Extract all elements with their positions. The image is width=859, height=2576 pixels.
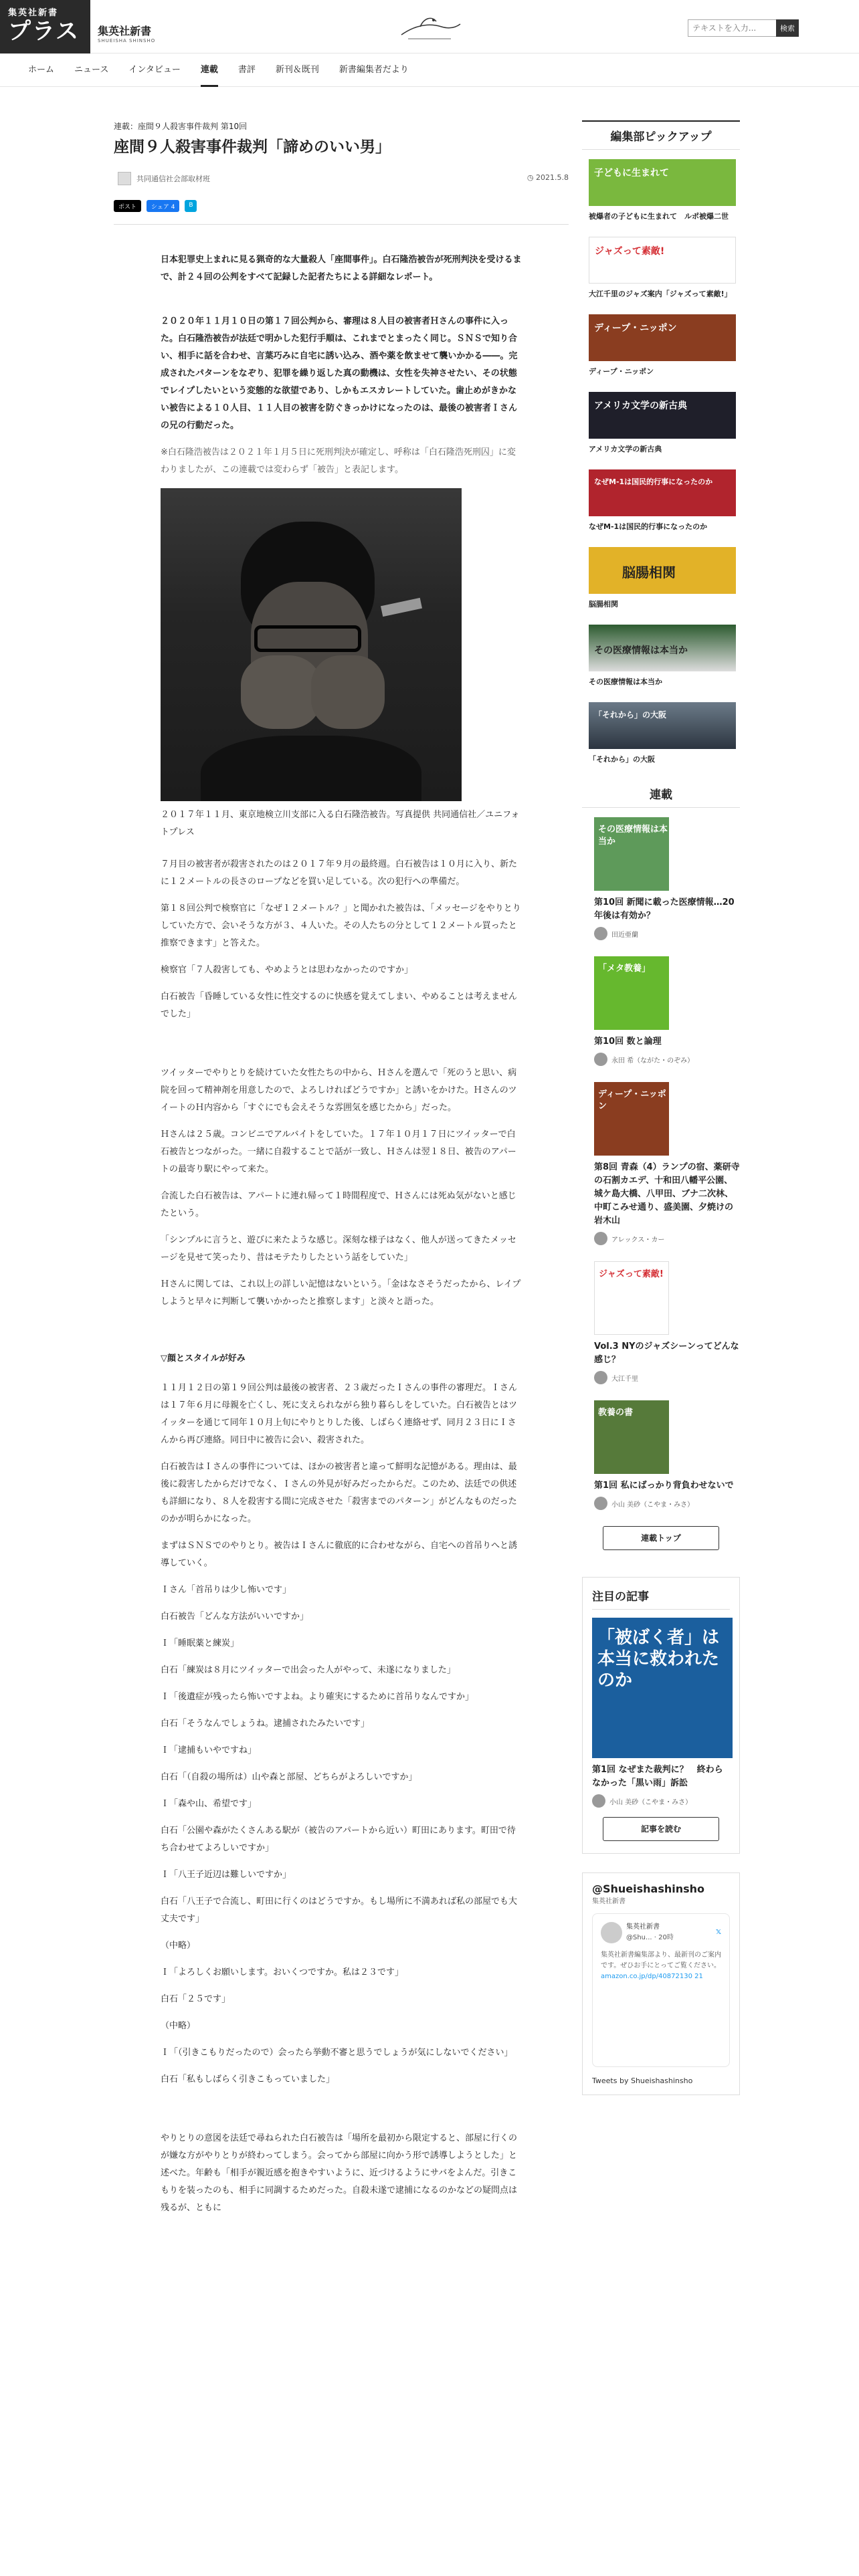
- dialogue-line: Ｉ「逮捕もいやですね」: [161, 1745, 257, 1755]
- publish-date: [527, 173, 569, 182]
- author-avatar: [592, 1794, 605, 1808]
- serial-cover[interactable]: [594, 1261, 669, 1335]
- share-hatena-button[interactable]: B: [185, 200, 197, 212]
- featured-author-name: 小山 美砂（こやま・みさ）: [609, 1798, 692, 1806]
- serial-author: [594, 1371, 740, 1384]
- tweets-by-link[interactable]: Tweets by Shueishashinsho: [592, 2076, 693, 2085]
- serial-item-title[interactable]: 第1回 私にばっかり背負わせないで: [594, 1481, 734, 1491]
- defendant-photo: [161, 488, 462, 801]
- share-bar: [114, 200, 569, 225]
- nav-news[interactable]: ニュース: [74, 65, 109, 75]
- paragraph: 白石被告はＩさんの事件については、ほかの被害者と違って鮮明な記憶がある。理由は、最後に殺害したからだけでなく、Ｉさんの外見が好みだったからだ。このため、法廷での供述も詳細になり、８人を殺害する間に完成させた「殺害までのパターン」がどんなものだったのかが明らかになった。: [161, 1462, 517, 1524]
- nav-interview[interactable]: インタビュー: [128, 65, 181, 75]
- tweet-user: @Shu... · 20時: [626, 1934, 674, 1941]
- share-facebook-button[interactable]: シェア 4: [147, 200, 179, 212]
- serial-item[interactable]: [582, 1261, 740, 1384]
- featured-cover-text: 「被ばく者」は本当に救われたのか: [597, 1628, 720, 1691]
- pickup-caption[interactable]: 脳腸相関: [589, 600, 618, 609]
- serial-item[interactable]: [582, 1400, 740, 1510]
- serial-item[interactable]: [582, 1082, 740, 1245]
- pickup-caption[interactable]: ディープ・ニッポン: [589, 367, 654, 376]
- pickup-item[interactable]: [582, 237, 740, 300]
- dialogue-line: Ｉさん「首吊りは少し怖いです」: [161, 1585, 292, 1595]
- pickup-thumbnail-text: その医療情報は本当か: [594, 645, 688, 656]
- tweet-card[interactable]: [592, 1913, 730, 2067]
- nav-serial[interactable]: 連載: [201, 53, 218, 87]
- dialogue-line: 白石「公園や森がたくさんある駅が（被告のアパートから近い）町田にあります。町田で待ち合わせてよろしいですか」: [161, 1826, 516, 1853]
- bird-emblem-icon: [395, 12, 464, 44]
- pickup-caption[interactable]: 被爆者の子どもに生まれて ルポ被爆二世: [589, 212, 729, 221]
- pickup-item[interactable]: [582, 702, 740, 765]
- photo-caption: ２０１７年１１月、東京地検立川支部に入る白石隆浩被告。写真提供 共同通信社／ユニフォトプレス: [161, 810, 520, 837]
- featured-article-title[interactable]: 第1回 なぜまた裁判に？ 終わらなかった「黒い雨」訴訟: [592, 1765, 723, 1788]
- dialogue-line: Ｉ「後遺症が残ったら怖いですよね。より確実にするために首吊りなんですか」: [161, 1692, 474, 1702]
- pickup-thumbnail-text: 「それから」の大阪: [594, 710, 667, 720]
- pickup-thumbnail[interactable]: [589, 469, 736, 516]
- tweet-link[interactable]: amazon.co.jp/dp/40872130 21: [601, 1973, 703, 1980]
- dialogue-line: Ｉ「森や山、希望です」: [161, 1799, 257, 1809]
- featured-cover[interactable]: [592, 1618, 733, 1758]
- search-button[interactable]: 検索: [776, 19, 799, 37]
- paragraph: 「シンプルに言うと、遊びに来たような感じ。深刻な様子はなく、他人が送ってきたメッセージを見せて笑ったり、昔はモテたりしたという話をしていた」: [161, 1235, 516, 1263]
- pickup-thumbnail[interactable]: [589, 547, 736, 594]
- pickup-item[interactable]: [582, 159, 740, 222]
- serial-author: [594, 927, 740, 940]
- serial-author-name: 小山 美砂（こやま・みさ）: [611, 1501, 694, 1509]
- author-avatar: [594, 1497, 607, 1510]
- paragraph: 合流した白石被告は、アパートに連れ帰って１時間程度で、Ｈさんには死ぬ気がないと感じたという。: [161, 1191, 516, 1218]
- paragraph: Ｈさんに関しては、これ以上の詳しい記憶はないという。「金はなさそうだったから、レイプしようと早々に判断して襲いかかったと推察します」と淡々と語った。: [161, 1279, 521, 1307]
- paragraph: 第１８回公判で検察官に「なぜ１２メートル？」と聞かれた被告は、「メッセージをやりとりしていた方で、会いそうな方が３、４人いた。その人たちの分として１２メートル買ったと推察できます」と答えた。: [161, 903, 521, 948]
- pickup-title: 編集部ピックアップ: [582, 120, 740, 150]
- section-heading: ▽顔とスタイルが好み: [161, 1354, 246, 1364]
- paragraph: ツイッターでやりとりを続けていた女性たちの中から、Ｈさんを選んで「死のうと思い、病院を回って精神剤を用意したので、よろしければどうですか」と誘いをかけた。ＨさんのツイートのＨ内容から「すぐにでも会えそうな雰囲気を感じたから」だった。: [161, 1068, 517, 1113]
- clock-icon: ◷: [527, 173, 537, 182]
- featured-title: 注目の記事: [592, 1587, 730, 1610]
- dialogue-line: 白石「練炭は８月にツイッターで出会った人がやって、未遂になりました」: [161, 1665, 456, 1675]
- serial-section: [582, 780, 740, 1550]
- featured-articles: [582, 1577, 740, 1854]
- article-lead: 日本犯罪史上まれに見る猟奇的な大量殺人「座間事件」。白石隆浩被告が死刑判決を受けるまで、計２４回の公判をすべて記録した記者たちによる詳細なレポート。: [161, 255, 522, 282]
- tweet-text: 集英社新書編集部より、最新刊のご案内です。ぜひお手にとってご覧ください。: [601, 1951, 721, 1969]
- serial-cover[interactable]: [594, 817, 669, 891]
- serial-cover-text: ジャズって素敵!: [599, 1269, 664, 1279]
- paragraph: やりとりの意図を法廷で尋ねられた白石被告は「場所を最初から限定すると、部屋に行くのが嫌な方がやりとりが終わってしまう。会ってから部屋に向かう形で誘導しようとした」と述べた。年齢も「相手が親近感を抱きやすいように、近づけるようにサバをよんだ。引きこもりを装ったのも、相手に同調するためだった。自殺未遂で逮捕になるのかなどの疑問点は残るが、ともに: [161, 2133, 518, 2213]
- nav-new-books[interactable]: 新刊＆既刊: [275, 65, 319, 75]
- pickup-caption[interactable]: アメリカ文学の新古典: [589, 445, 662, 453]
- article: [114, 120, 569, 2226]
- author-avatar: [594, 1232, 607, 1245]
- sidebar: [582, 120, 740, 2095]
- author-avatar: [594, 927, 607, 940]
- pickup-item[interactable]: [582, 392, 740, 455]
- serial-author-name: 田近亜蘭: [611, 931, 638, 939]
- x-logo-icon[interactable]: 𝕏: [715, 1929, 721, 1936]
- paragraph: Ｈさんは２５歳。コンビニでアルバイトをしていた。１７年１０月１７日にツイッターで白石被告とつながった。一緒に自殺することで話が一致し、Ｈさんは翌１８日、被告のアパートの最寄り駅にやって来た。: [161, 1130, 516, 1174]
- twitter-avatar: [601, 1922, 622, 1943]
- dialogue-line: 白石被告「どんな方法がいいですか」: [161, 1612, 309, 1622]
- serial-item-title[interactable]: 第8回 青森（4）ランプの宿、薬研寺の石割カエデ、十和田八幡平公園、城ケ島大橋、八甲田、ブナ二次林、中町こみせ通り、盛美園、夕焼けの岩木山: [594, 1162, 740, 1226]
- author-avatar: [118, 172, 131, 185]
- serial-cover-text: ディープ・ニッポン: [598, 1089, 666, 1111]
- note-paragraph: ※白石隆浩被告は２０２１年１月５日に死刑判決が確定し、呼称は「白石隆浩死刑囚」に変わりましたが、この連載では変わらず「被告」と表記します。: [161, 447, 516, 475]
- pickup-thumbnail[interactable]: [589, 237, 736, 284]
- pickup-item[interactable]: [582, 547, 740, 610]
- twitter-subtitle: 集英社新書: [592, 1898, 626, 1905]
- publish-date-text: 2021.5.8: [536, 173, 569, 182]
- pickup-caption[interactable]: 大江千里のジャズ案内「ジャズって素敵!」: [589, 290, 732, 298]
- paragraph: まずはＳＮＳでのやりとり。被告はＩさんに徹底的に合わせながら、自宅への首吊りへと誘導していく。: [161, 1541, 518, 1568]
- pickup-item[interactable]: [582, 625, 740, 687]
- dialogue-line: （中略）: [161, 1941, 196, 1951]
- dialogue-line: 白石「私もしばらく引きこもっていました」: [161, 2074, 335, 2084]
- author-avatar: [594, 1371, 607, 1384]
- dialogue-line: Ｉ「よろしくお願いします。おいくつですか。私は２３です」: [161, 1967, 403, 1977]
- pickup-thumbnail[interactable]: [589, 625, 736, 671]
- brand-name[interactable]: [98, 23, 155, 43]
- article-body: [114, 251, 569, 2217]
- series-label[interactable]: 連載：座間９人殺害事件裁判 第10回: [114, 122, 248, 131]
- pickup-thumbnail[interactable]: [589, 314, 736, 361]
- nav-editor-letters[interactable]: 新書編集者だより: [339, 65, 409, 75]
- global-nav: [0, 53, 859, 87]
- search-input[interactable]: [688, 19, 779, 37]
- dialogue-line: 白石「（自殺の場所は）山や森と部屋、どちらがよろしいですか」: [161, 1772, 417, 1782]
- pickup-thumbnail-text: 子どもに生まれて: [594, 168, 669, 179]
- pickup-thumbnail-text: 脳腸相関: [622, 564, 676, 580]
- serial-author: [594, 1232, 740, 1245]
- nav-review[interactable]: 書評: [237, 65, 256, 75]
- serial-item[interactable]: [582, 956, 740, 1066]
- serial-author: [594, 1053, 740, 1066]
- twitter-widget: [582, 1872, 740, 2095]
- site-logo[interactable]: [0, 0, 90, 53]
- nav-home[interactable]: ホーム: [28, 65, 55, 75]
- byline: [114, 168, 569, 191]
- pickup-thumbnail-text: アメリカ文学の新古典: [594, 401, 688, 411]
- pickup-caption[interactable]: 「それから」の大阪: [589, 755, 655, 764]
- serial-author-name: アレックス・カー: [611, 1236, 665, 1244]
- serial-item-title[interactable]: 第10回 新聞に載った医療情報…20年後は有効か？: [594, 897, 735, 921]
- serial-author-name: 大江千里: [611, 1375, 638, 1383]
- serial-cover-text: 教養の書: [598, 1408, 634, 1418]
- tweet-author: 集英社新書: [626, 1923, 660, 1931]
- serial-cover[interactable]: [594, 956, 669, 1030]
- pickup-thumbnail[interactable]: [589, 159, 736, 206]
- pickup-item[interactable]: [582, 469, 740, 532]
- serial-cover-text: その医療情報は本当か: [598, 825, 668, 847]
- serial-cover[interactable]: [594, 1400, 669, 1474]
- dialogue-line: 白石「２５です」: [161, 1994, 231, 2004]
- paragraph: １１月１２日の第１９回公判は最後の被害者、２３歳だったＩさんの事件の審理だ。Ｉさんは１７年６月に母親を亡くし、死に支えられながら独り暮らしをしていた。白石被告とはツイッターを通じて同年１０月上旬にやりとりした後、しばらく連絡せず、同月２３日にＩさんから再び連絡。同日中に被告に会い、殺害された。: [161, 1383, 518, 1445]
- serial-title: 連載: [582, 780, 740, 808]
- dialogue-line: Ｉ「睡眠薬と練炭」: [161, 1638, 240, 1648]
- serial-item-title[interactable]: Vol.3 NYのジャズシーンってどんな感じ？: [594, 1341, 739, 1365]
- serial-cover[interactable]: [594, 1082, 669, 1156]
- quote-paragraph: 検察官「７人殺害しても、やめようとは思わなかったのですか」: [161, 965, 413, 975]
- author-avatar: [594, 1053, 607, 1066]
- dialogue-line: Ｉ「八王子近辺は難しいですか」: [161, 1870, 292, 1880]
- dialogue-line: Ｉ「（引きこもりだったので）会ったら挙動不審と思うでしょうが気にしないでください」: [161, 2048, 513, 2058]
- author-name[interactable]: 共同通信社会部取材班: [136, 175, 210, 183]
- featured-author: [592, 1794, 730, 1808]
- pickup-thumbnail-text: ディープ・ニッポン: [594, 323, 677, 334]
- pickup-caption[interactable]: その医療情報は本当か: [589, 677, 662, 686]
- pickup-item[interactable]: [582, 314, 740, 377]
- brand-name-text: 集英社新書: [98, 25, 152, 37]
- logo-top-text: 集英社新書: [8, 8, 59, 18]
- dialogue-line: 白石「八王子で合流し、町田に行くのはどうですか。もし場所に不満あれば私の部屋でも大丈夫です」: [161, 1897, 518, 1924]
- pickup-thumbnail[interactable]: [589, 392, 736, 439]
- read-article-button[interactable]: 記事を読む: [603, 1817, 719, 1841]
- pickup-thumbnail-text: ジャズって素敵!: [595, 246, 665, 257]
- dialogue-line: （中略）: [161, 2021, 196, 2031]
- pickup-thumbnail[interactable]: [589, 702, 736, 749]
- logo-main-text: プラス: [8, 18, 80, 45]
- site-header: [0, 0, 859, 53]
- serial-author: [594, 1497, 740, 1510]
- serial-top-button[interactable]: 連載トップ: [603, 1526, 719, 1550]
- article-title: 座間９人殺害事件裁判「諦めのいい男」: [114, 138, 391, 156]
- serial-item[interactable]: [582, 817, 740, 940]
- pickup-caption[interactable]: なぜM-1は国民的行事になったのか: [589, 522, 708, 531]
- pickup-thumbnail-text: なぜM-1は国民的行事になったのか: [594, 477, 713, 486]
- quote-paragraph: 白石被告「昏睡している女性に性交するのに快感を覚えてしまい、やめることは考えませんでした」: [161, 992, 518, 1019]
- paragraph: ２０２０年１１月１０日の第１７回公判から、審理は８人目の被害者Ｈさんの事件に入った。白石隆浩被告が法廷で明かした犯行手順は、これまでとまったく同じ。ＳＮＳで知り合い、相手に話を合わせ、言葉巧みに自宅に誘い込み、酒や薬を飲ませて襲いかかる――。完成されたパターンをなぞり、犯罪を繰り返した真の動機は、女性を失神させたい、その状態でレイプしたいという変態的な欲望であり、しかもエスカレートしていた。歯止めがきかない被告による１０人目、１１人目の被害を防ぐきっかけになったのは、最後の被害者Ｉさんの兄の行動だった。: [161, 316, 518, 431]
- share-x-button[interactable]: ポスト: [114, 200, 141, 212]
- serial-author-name: 永田 希（ながた・のぞみ）: [611, 1057, 694, 1065]
- serial-cover-text: 「メタ教養」: [598, 964, 651, 974]
- serial-item-title[interactable]: 第10回 数と論理: [594, 1037, 662, 1047]
- paragraph: ７月目の被害者が殺害されたのは２０１７年９月の最終週。白石被告は１０月に入り、新たに１２メートルの長さのロープなどを買い足している。次の犯行への準備だ。: [161, 859, 518, 887]
- dialogue-line: 白石「そうなんでしょうね。逮捕されたみたいです」: [161, 1719, 370, 1729]
- brand-sub-text: SHUEISHA SHINSHO: [98, 38, 156, 43]
- twitter-handle[interactable]: @Shueishashinsho: [592, 1883, 705, 1895]
